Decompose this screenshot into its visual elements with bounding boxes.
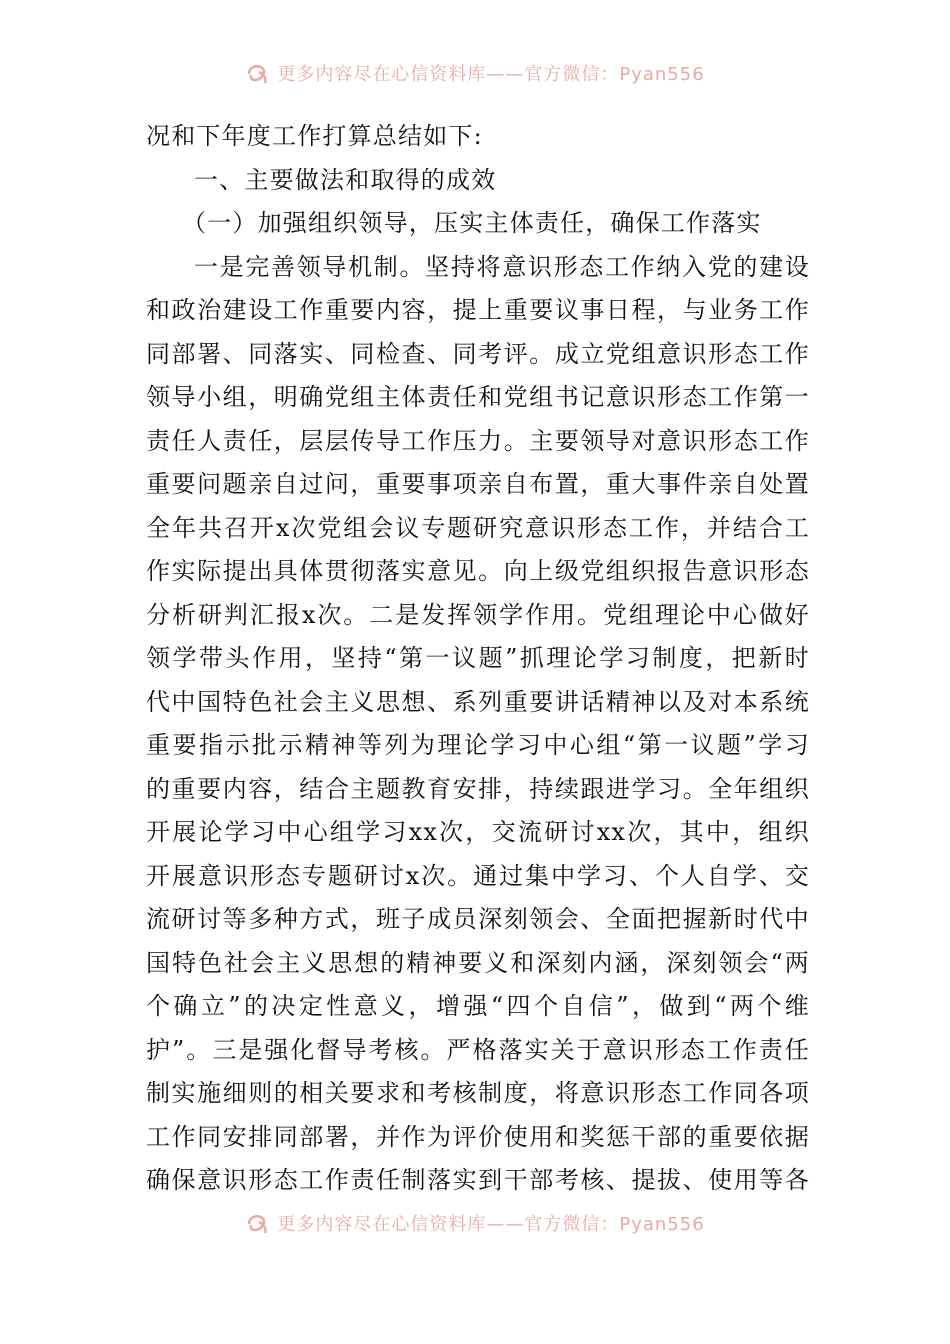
logo-icon [245,60,271,86]
paragraph-line: 同部署、同落实、同检查、同考评。成立党组意识形态工作 [146,339,810,368]
paragraph-line: 和政治建设工作重要内容，提上重要议事日程，与业务工作 [146,296,810,324]
paragraph-line: 代中国特色社会主义思想、系列重要讲话精神以及对本系统 [146,687,810,716]
paragraph-line: 流研讨等多种方式，班子成员深刻领会、全面把握新时代中 [146,905,810,933]
paragraph-line: 开展意识形态专题研讨x次。通过集中学习、个人自学、交 [146,861,810,890]
paragraph-line: 领学带头作用，坚持“第一议题”抓理论学习制度，把新时 [146,644,810,672]
paragraph-line: 重要指示批示精神等列为理论学习中心组“第一议题”学习 [146,731,810,759]
paragraph-line: 作实际提出具体贯彻落实意见。向上级党组织报告意识形态 [146,557,810,585]
paragraph-line: 的重要内容，结合主题教育安排，持续跟进学习。全年组织 [146,774,810,803]
paragraph-line: 分析研判汇报x次。二是发挥领学作用。党组理论中心做好 [146,600,810,629]
section-heading: 一、主要做法和取得的成效 [194,165,497,194]
logo-icon [245,1210,271,1236]
paragraph-line: 责任人责任，层层传导工作压力。主要领导对意识形态工作 [146,426,810,455]
watermark-header [0,56,950,90]
paragraph-line: 护”。三是强化督导考核。严格落实关于意识形态工作责任 [146,1035,810,1064]
paragraph-line: 制实施细则的相关要求和考核制度，将意识形态工作同各项 [146,1079,810,1107]
subsection-heading: （一）加强组织领导，压实主体责任，确保工作落实 [182,209,762,237]
watermark-footer [0,1206,950,1240]
paragraph-line: 重要问题亲自过问，重要事项亲自布置，重大事件亲自处置 [146,470,810,498]
paragraph-line: 领导小组，明确党组主体责任和党组书记意识形态工作第一 [146,383,810,411]
paragraph-line: 开展论学习中心组学习xx次，交流研讨xx次，其中，组织 [146,818,810,846]
paragraph-line: 一是完善领导机制。坚持将意识形态工作纳入党的建设 [194,252,810,281]
paragraph-line: 国特色社会主义思想的精神要义和深刻内涵，深刻领会“两 [146,948,810,977]
document-body [146,115,810,1203]
paragraph-line: 个确立”的决定性意义，增强“四个自信”，做到“两个维 [146,992,810,1020]
paragraph-line: 工作同安排同部署，并作为评价使用和奖惩干部的重要依据 [146,1122,810,1151]
paragraph-line: 确保意识形态工作责任制落实到干部考核、提拔、使用等各 [146,1166,810,1194]
watermark-text: 更多内容尽在心信资料库——官方微信：Pyan556 [277,1214,705,1235]
text-line: 况和下年度工作打算总结如下: [146,122,483,150]
watermark-text: 更多内容尽在心信资料库——官方微信：Pyan556 [277,64,705,85]
paragraph-line: 全年共召开x次党组会议专题研究意识形态工作，并结合工 [146,513,810,542]
